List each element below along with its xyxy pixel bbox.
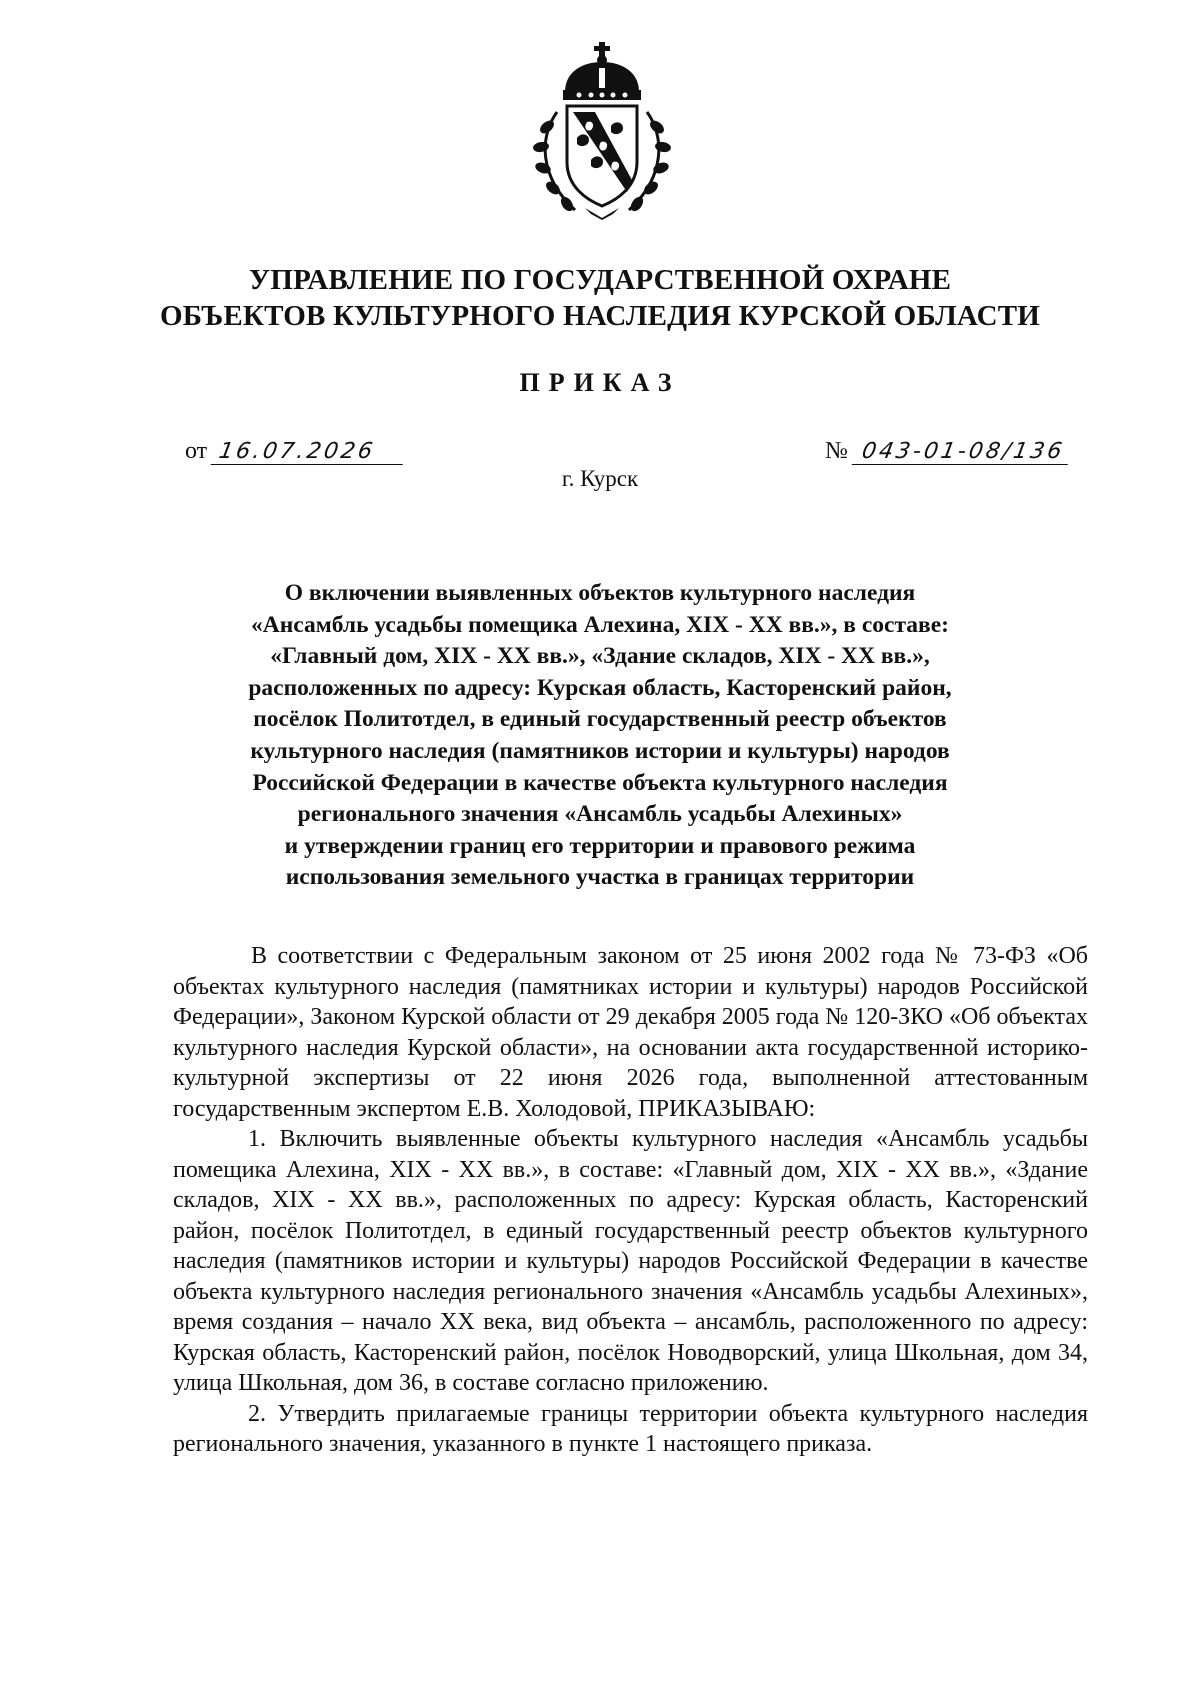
title-line: расположенных по адресу: Курская область, Касторенский район, <box>248 674 952 701</box>
title-line: посёлок Политотдел, в единый государственный реестр объектов <box>253 706 947 733</box>
title-line: и утверждении границ его территории и правового режима <box>284 832 916 859</box>
title-line: «Ансамбль усадьбы помещика Алехина, XIX - XX вв.», в составе: <box>250 611 950 638</box>
title-line: регионального значения «Ансамбль усадьбы Алехиных» <box>297 801 903 828</box>
body-paragraph-item-2: 2. Утвердить прилагаемые границы территории объекта культурного наследия регионального значения, указанного в пункте 1 настоящего приказа. <box>173 1400 1088 1457</box>
city: г. Курск <box>561 466 639 491</box>
title-line: «Главный дом, XIX - XX вв.», «Здание складов, XIX - XX вв.», <box>270 643 930 670</box>
date-value: 16.07.2026 <box>211 439 408 465</box>
body-paragraph-item-1: 1. Включить выявленные объекты культурного наследия «Ансамбль усадьбы помещика Алехина, XIX - XX вв.», в составе: «Главный дом, XIX - XX вв.», «Здание складов, XIX - XX вв.», расположенных по адресу: Курская область, Касторенский район, посёлок Политотдел, в единый государственный реестр объектов культурного наследия (памятников истории и культуры) народов Российской Федерации в качестве объекта культурного наследия регионального значения «Ансамбль усадьбы Алехиных», время создания – начало XX века, вид объекта – ансамбль, расположенного по адресу: Курская область, Касторенский район, посёлок Новодворский, улица Школьная, дом 34, улица Школьная, дом 36, в составе согласно приложению. <box>173 1126 1088 1396</box>
document-type: ПРИКАЗ <box>519 368 681 397</box>
date-prefix: от <box>185 438 208 464</box>
organization-name-line-1: УПРАВЛЕНИЕ ПО ГОСУДАРСТВЕННОЙ ОХРАНЕ <box>248 264 952 296</box>
body-paragraph-preamble: В соответствии с Федеральным законом от 25 июня 2002 года № 73-ФЗ «Об объектах культурного наследия (памятниках истории и культуры) народов Российской Федерации», Законом Курской области от 29 декабря 2005 года № 120-ЗКО «Об объектах культурного наследия Курской области», на основании акта государственной историко-культурной экспертизы от 22 июня 2026 года, выполненной аттестованным государственным экспертом Е.В. Холодовой, ПРИКАЗЫВАЮ: <box>173 943 1088 1122</box>
coat-of-arms-icon <box>527 42 677 220</box>
organization-name-line-2: ОБЪЕКТОВ КУЛЬТУРНОГО НАСЛЕДИЯ КУРСКОЙ ОБЛАСТИ <box>159 300 1041 332</box>
number-prefix: № <box>825 438 848 464</box>
number-value: 043-01-08/136 <box>852 439 1073 465</box>
title-line: использования земельного участка в границах территории <box>285 864 915 891</box>
document-number <box>825 438 1070 465</box>
title-line: Российской Федерации в качестве объекта культурного наследия <box>252 769 948 796</box>
title-line: О включении выявленных объектов культурного наследия <box>284 580 916 606</box>
document-title <box>130 578 1070 894</box>
document-date <box>185 438 405 465</box>
title-line: культурного наследия (памятников истории и культуры) народов <box>250 737 950 764</box>
document-body <box>173 941 1088 1460</box>
